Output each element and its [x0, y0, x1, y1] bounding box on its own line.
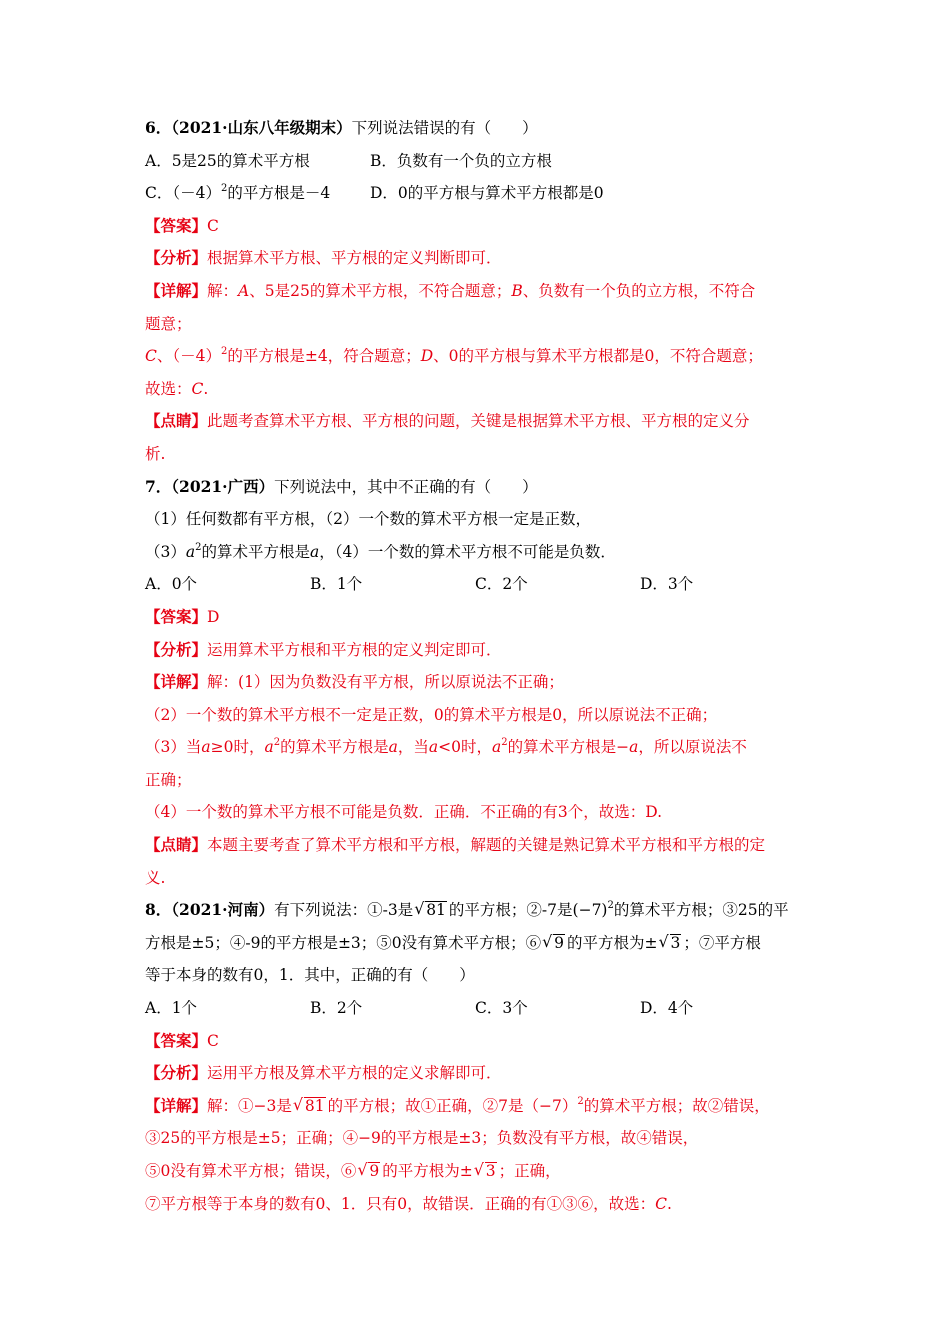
q7-detail-line-4: 正确；: [145, 770, 192, 789]
q7-s2var2: a: [310, 542, 320, 561]
q6-stem: [145, 112, 815, 145]
q7-d3var6: a: [629, 738, 639, 757]
q8-d3c: ；正确，: [498, 1162, 561, 1180]
q6-detail-line-2: 题意；: [145, 314, 192, 333]
q8-answer-value: C: [207, 1031, 219, 1050]
q6-head: 6．（2021·山东八年级期末）: [145, 118, 352, 137]
q6-detail-1c: 、5是25的算术平方根，不符合题意；: [249, 281, 512, 300]
q7-statement-1: （1）任何数都有平方根，（2）一个数的算术平方根一定是正数，: [145, 510, 591, 529]
q6-analysis: [145, 242, 815, 275]
q7-s2c: ，（4）一个数的算术平方根不可能是负数．: [319, 542, 616, 561]
q7-opt-b: B．1个: [310, 575, 363, 594]
q7-opt-c: C．2个: [475, 575, 528, 594]
sqrt-9: [543, 934, 565, 952]
q6-detail-1d: B: [511, 281, 523, 300]
q7-s2var: a: [185, 542, 196, 561]
q7-d3var: a: [201, 738, 211, 757]
q8-opt-d: D．4个: [640, 999, 694, 1018]
sqrt-9-radicand: 9: [554, 933, 565, 952]
q7-comment-line-1: [145, 829, 815, 862]
q6-opt-c-pre: C．（－4）: [145, 184, 221, 203]
q8-detail-line-2: ③25的平方根是±5；正确；④−9的平方根是±3；负数没有平方根，故④错误，: [145, 1129, 699, 1148]
q6-detail-line-1: [145, 275, 815, 308]
q7-opt-a: A．0个: [145, 575, 198, 594]
q6-detail-1a: 解：: [207, 281, 239, 300]
q7-detail-line-5: （4）一个数的算术平方根不可能是负数．正确．不正确的有3个，故选：D.: [145, 803, 663, 822]
q7-statement-2: [145, 536, 815, 569]
q7-d3f: 的算术平方根是−: [507, 738, 630, 757]
q8-answer-tag: 【答案】: [145, 1030, 208, 1050]
q8-d4c: .: [666, 1194, 672, 1213]
q7-d3c: 的算术平方根是: [280, 738, 389, 757]
q7-d3e: <0时，: [438, 738, 492, 757]
sqrt-81-radicand: 81: [426, 901, 446, 920]
q7-s2b: 的算术平方根是: [201, 542, 311, 561]
q6-answer-tag: 【答案】: [145, 215, 208, 235]
q8-stem-line-3: 等于本身的数有0，1．其中，正确的有（ ）: [145, 966, 475, 985]
sqrt-3-radicand: 3: [670, 933, 681, 952]
q6-detail-tag: 【详解】: [145, 280, 208, 300]
q6-detail-4a: 故选：: [145, 379, 192, 398]
sqrt-9-detail-radicand: 9: [369, 1162, 380, 1180]
q7-analysis: [145, 634, 815, 667]
q7-d3a: （3）当: [145, 738, 202, 757]
q6-options-cd: [145, 177, 815, 210]
q6-answer-value: C: [207, 216, 219, 235]
sqrt-3-detail: [475, 1162, 497, 1180]
q6-comment-line-2: 析.: [145, 444, 166, 463]
q8-s2b: 的平方根为±: [567, 933, 658, 952]
q7-d3var2: a: [264, 738, 274, 757]
q6-opt-c-post: 的平方根是－4: [227, 184, 331, 203]
sqrt-81: [415, 901, 447, 919]
q8-analysis: [145, 1057, 815, 1090]
q7-detail-line-3: [145, 731, 815, 764]
q8-d1a: 解：①−3是: [207, 1096, 292, 1115]
q8-d4a: ⑦平方根等于本身的数有0、1．只有0，故错误．正确的有①③⑥，故选：: [145, 1194, 656, 1213]
q7-analysis-text: 运用算术平方根和平方根的定义判定即可．: [207, 640, 502, 659]
q8-opt-c: C．3个: [475, 999, 528, 1018]
q6-detail-3e: 、0的平方根与算术平方根都是0，不符合题意；: [433, 347, 763, 366]
q7-detail-line-2: （2）一个数的算术平方根不一定是正数，0的算术平方根是0，所以原说法不正确；: [145, 705, 718, 724]
q6-answer: [145, 210, 815, 243]
q6-detail-3c: 的平方根是±4，符合题意；: [227, 347, 421, 366]
q6-detail-3d: D: [420, 347, 434, 366]
q7-s2a: （3）: [145, 542, 186, 561]
q8-detail-tag: 【详解】: [145, 1095, 208, 1115]
q8-d4b: C: [655, 1194, 667, 1213]
q6-analysis-text: 根据算术平方根、平方根的定义判断即可．: [207, 249, 502, 268]
q8-detail-line-4: [145, 1188, 815, 1221]
q6-detail-1b: A: [238, 281, 250, 300]
q8-s2c: ；⑦平方根: [683, 933, 761, 952]
q6-options-ab: [145, 145, 815, 178]
document-content: [145, 112, 815, 1220]
q8-s1d: 的算术平方根；③25的平: [613, 901, 789, 920]
q8-d1sup: 2: [577, 1095, 584, 1107]
q7-d3sup2: 2: [501, 737, 508, 749]
q6-detail-line-4: [145, 373, 815, 406]
q6-detail-1e: 、负数有一个负的立方根，不符合: [522, 281, 756, 300]
sqrt-81-detail-radicand: 81: [304, 1096, 325, 1115]
q7-answer: [145, 601, 815, 634]
q6-opt-c-sup: 2: [220, 183, 228, 195]
q7-detail-line-1: [145, 666, 815, 699]
sqrt-3: [660, 934, 682, 952]
q7-head: 7．（2021·广西）: [145, 476, 275, 496]
q6-detail-3a: C: [145, 347, 157, 366]
q8-head: 8．（2021·河南）: [145, 900, 275, 920]
q7-d3d: ，当: [397, 738, 429, 757]
q8-s1a: 有下列说法：①-3是: [274, 901, 414, 920]
q7-detail-tag: 【详解】: [145, 672, 208, 692]
q7-d3var4: a: [428, 738, 439, 757]
q8-analysis-tag: 【分析】: [145, 1063, 208, 1083]
q6-detail-4b: C: [191, 379, 204, 398]
q7-s2sup: 2: [195, 541, 202, 553]
q7-answer-value: D: [207, 607, 220, 626]
sqrt-3-detail-radicand: 3: [485, 1162, 496, 1180]
q7-d3var3: a: [388, 738, 398, 757]
q8-d3a: ⑤0没有算术平方根；错误，⑥: [145, 1162, 357, 1180]
q7-stem-text: 下列说法中，其中不正确的有（ ）: [274, 477, 538, 496]
q6-opt-b: B．负数有一个负的立方根: [370, 151, 552, 170]
q6-detail-3sup: 2: [221, 346, 228, 357]
q8-detail-line-3: [145, 1155, 815, 1188]
q7-comment-1: 本题主要考查了算术平方根和平方根，解题的关键是熟记算术平方根和平方根的定: [207, 836, 766, 855]
q7-opt-d: D．3个: [640, 575, 694, 594]
q6-opt-d: D．0的平方根与算术平方根都是0: [370, 184, 604, 203]
q8-stem-line-1: [145, 894, 815, 927]
q7-d3sup: 2: [273, 737, 281, 749]
q8-s2a: 方根是±5；④-9的平方根是±3；⑤0没有算术平方根；⑥: [145, 933, 542, 952]
q6-detail-3b: 、（－4）: [156, 347, 221, 366]
q8-s1c: (−7): [572, 901, 608, 920]
q6-comment-1: 此题考查算术平方根、平方根的问题，关键是根据算术平方根、平方根的定义分: [207, 412, 750, 431]
q7-stem: [145, 471, 815, 504]
q7-detail-1: 解：(1）因为负数没有平方根，所以原说法不正确；: [207, 673, 564, 692]
q8-d3b: 的平方根为±: [382, 1162, 473, 1180]
q7-options: [145, 568, 815, 601]
q7-analysis-tag: 【分析】: [145, 639, 208, 659]
sqrt-9-detail: [358, 1162, 380, 1180]
q8-analysis-text: 运用平方根及算术平方根的定义求解即可．: [207, 1064, 502, 1083]
q6-stem-text: 下列说法错误的有（ ）: [351, 119, 538, 137]
q8-d1b: 的平方根；故①正确，②7是（−7）: [327, 1096, 578, 1115]
q6-analysis-tag: 【分析】: [145, 248, 208, 268]
q6-comment-tag: 【点睛】: [145, 411, 208, 431]
q6-detail-line-3: [145, 340, 815, 373]
q7-comment-line-2: 义.: [145, 868, 166, 887]
sqrt-81-detail: [294, 1097, 326, 1115]
q8-d1c: 的算术平方根；故②错误，: [583, 1096, 770, 1115]
q6-opt-c: [145, 177, 370, 210]
q8-opt-a: A．1个: [145, 999, 198, 1018]
q6-detail-4c: .: [203, 379, 209, 398]
q7-d3b: ≥0时，: [210, 738, 265, 757]
q8-opt-b: B．2个: [310, 999, 363, 1018]
q6-opt-a: A．5是25的算术平方根: [145, 151, 310, 170]
q8-s1sup: 2: [607, 900, 614, 912]
q7-d3g: ，所以原说法不: [638, 738, 747, 757]
q8-stem-line-2: [145, 927, 815, 960]
q7-d3var5: a: [492, 738, 502, 757]
q8-detail-line-1: [145, 1090, 815, 1123]
q6-comment-line-1: [145, 405, 815, 438]
q8-options: [145, 992, 815, 1025]
q7-comment-tag: 【点睛】: [145, 835, 208, 855]
q8-s1b: 的平方根；②-7是: [448, 901, 573, 920]
q8-answer: [145, 1025, 815, 1058]
q7-answer-tag: 【答案】: [145, 606, 208, 626]
